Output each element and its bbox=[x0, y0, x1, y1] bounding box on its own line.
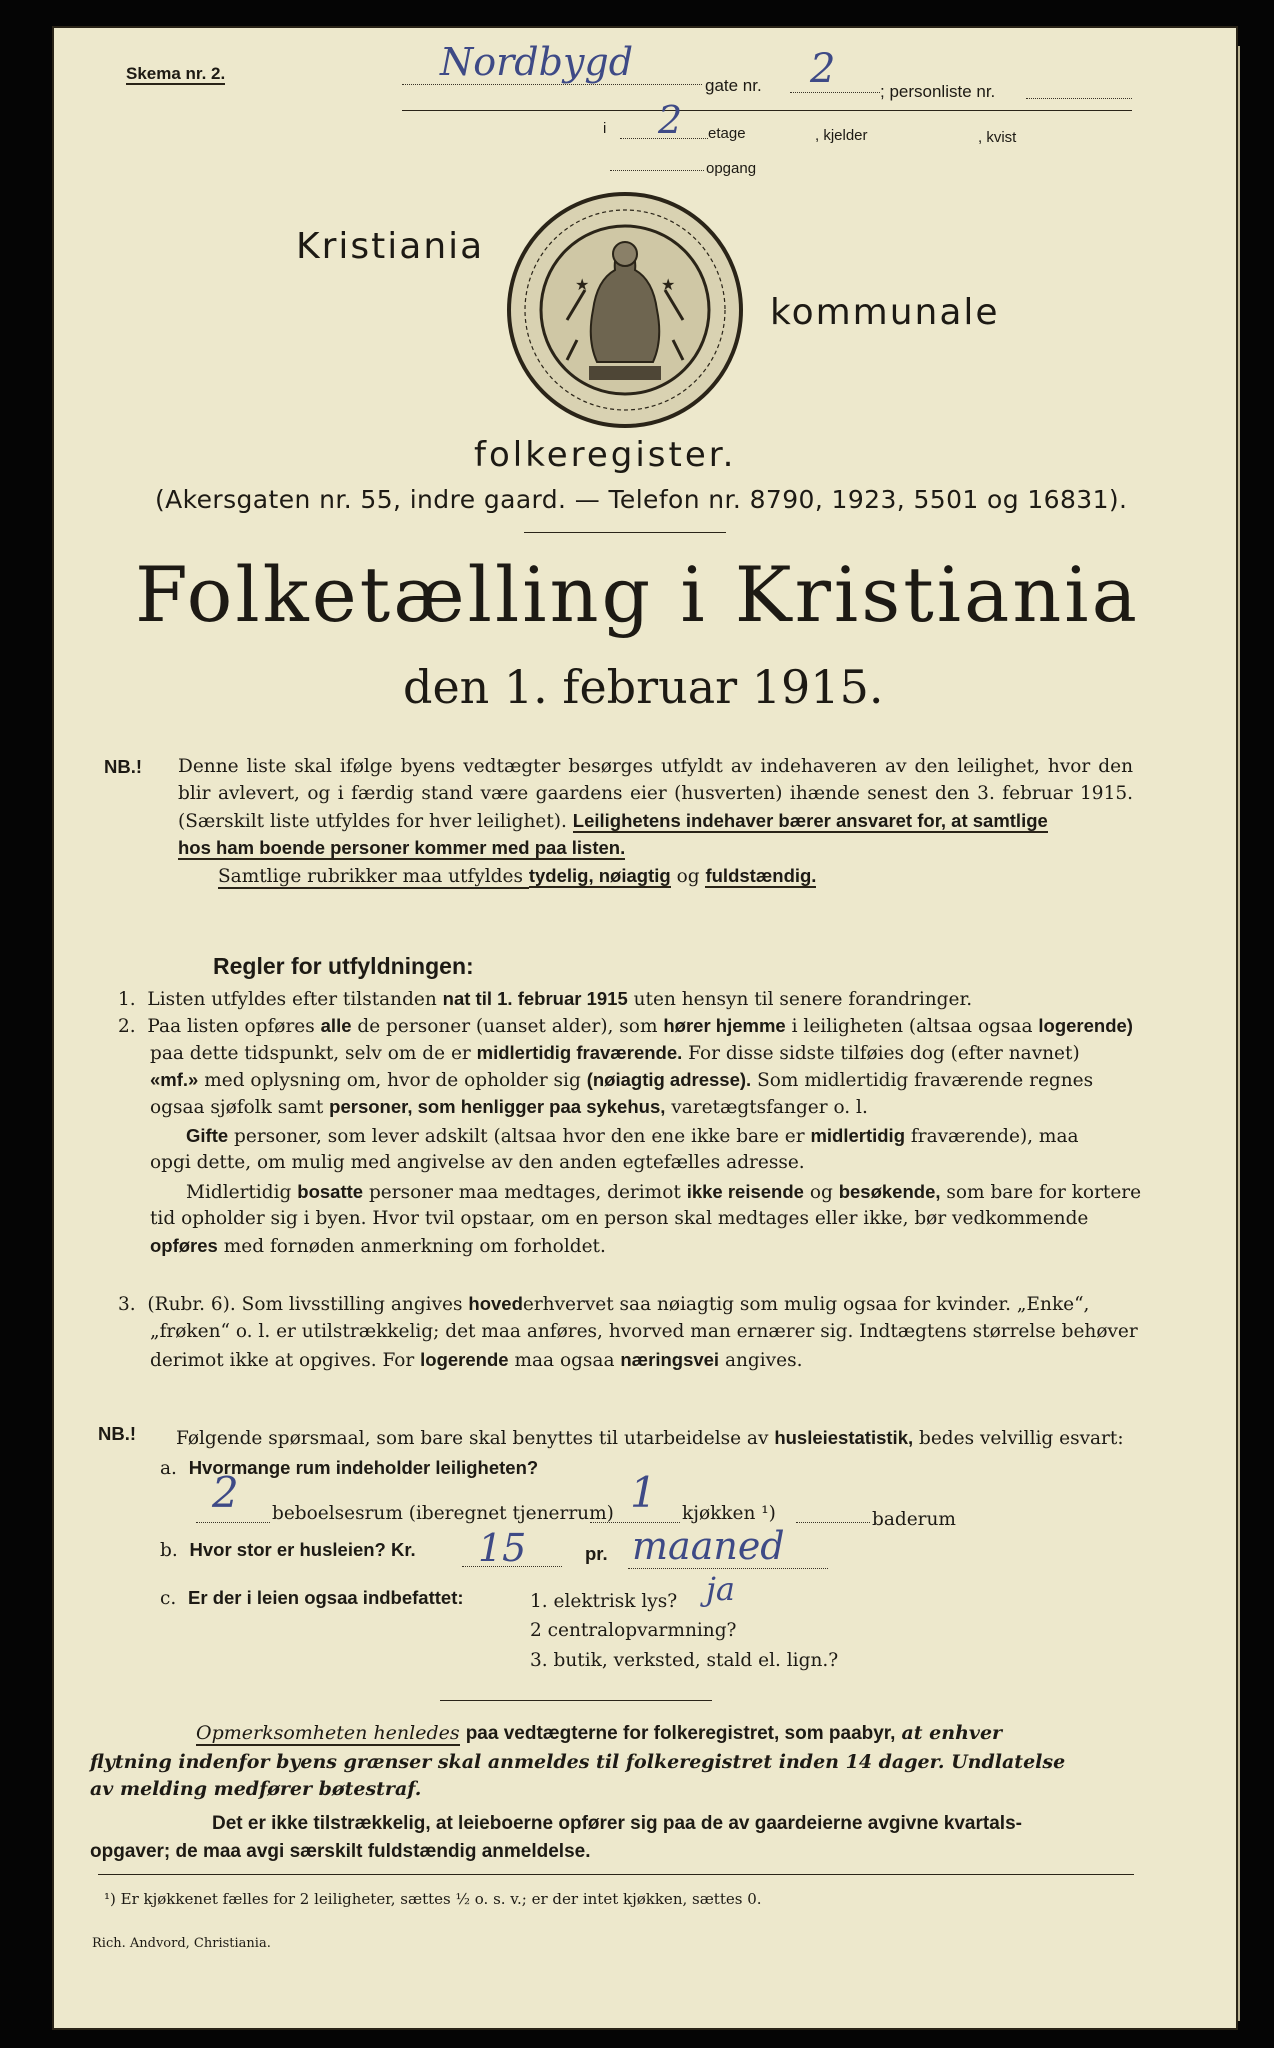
folkeregister-heading: folkeregister. bbox=[474, 435, 737, 475]
gate-number-handwritten: 2 bbox=[810, 46, 836, 92]
option-electric-light: 1. elektrisk lys? bbox=[530, 1591, 678, 1612]
floor-prefix: i bbox=[603, 120, 607, 137]
street-field-line bbox=[402, 84, 702, 85]
rule-2-line1: 2. Paa listen opføres alle de personer (uanset alder), som hører hjemme i leiligheten (altsaa ogsaa logerende) bbox=[118, 1015, 1133, 1037]
census-date: den 1. februar 1915. bbox=[403, 660, 884, 714]
street-name-handwritten: Nordbygd bbox=[440, 40, 634, 84]
kommunale-word: kommunale bbox=[770, 292, 1000, 333]
question-c: c. Er der i leien ogsaa indbefattet: bbox=[160, 1587, 464, 1609]
rule-3-line1: 3. (Rubr. 6). Som livsstilling angives hovederhvervet saa nøiagtig som mulig ogsaa for kvinder. „Enke“, bbox=[118, 1293, 1090, 1315]
bath-label: baderum bbox=[872, 1509, 956, 1530]
footnote-rule bbox=[98, 1874, 1134, 1875]
rule-2-line2: paa dette tidspunkt, selv om de er midlertidig fraværende. For disse sidste tilføies dog (efter navnet) bbox=[150, 1042, 1080, 1064]
option-central-heating: 2 centralopvarmning? bbox=[530, 1620, 737, 1641]
floor-field-line bbox=[620, 138, 708, 139]
personliste-label: ; personliste nr. bbox=[880, 82, 996, 101]
printer-credit: Rich. Andvord, Christiania. bbox=[92, 1936, 271, 1951]
rent-handwritten: 15 bbox=[478, 1526, 527, 1570]
rule-2-line3: «mf.» med oplysning om, hvor de opholder sig (nøiagtig adresse). Som midlertidig fraværende regnes bbox=[150, 1069, 1094, 1091]
section-divider bbox=[440, 1700, 712, 1701]
electric-light-answer-handwritten: ja bbox=[706, 1570, 735, 1608]
registry-address: (Akersgaten nr. 55, indre gaard. — Telefon nr. 8790, 1923, 5501 og 16831). bbox=[155, 485, 1128, 514]
rooms-label: beboelsesrum (iberegnet tjenerrum) bbox=[272, 1503, 614, 1524]
rule-2-line6: opgi dette, om mulig med angivelse av den anden egtefælles adresse. bbox=[150, 1152, 805, 1173]
nb1-line3: (Særskilt liste utfyldes for hver leilighet). Leilighetens indehaver bærer ansvaret for, at samtlige bbox=[178, 810, 1048, 832]
footnote: ¹) Er kjøkkenet fælles for 2 leiligheter, sættes ½ o. s. v.; er der intet kjøkken, sættes 0. bbox=[104, 1890, 762, 1908]
nb1-line5: Samtlige rubrikker maa utfyldes tydelig, nøiagtig og fuldstændig. bbox=[218, 865, 817, 887]
rule-2-line9: opføres med fornøden anmerkning om forholdet. bbox=[150, 1235, 606, 1257]
opgang-field-line bbox=[610, 170, 704, 171]
nb1-line1: Denne liste skal ifølge byens vedtægter besørges utfyldt av indehaveren av den leilighet, hvor den bbox=[178, 756, 1133, 777]
rule-2-line5: Gifte personer, som lever adskilt (altsaa hvor den ene ikke bare er midlertidig fraværende), maa bbox=[186, 1125, 1079, 1147]
question-b: b. Hvor stor er husleien? Kr. bbox=[160, 1539, 416, 1561]
floor-handwritten: 2 bbox=[658, 98, 683, 142]
form-number: Skema nr. 2. bbox=[126, 64, 226, 83]
kvist-label: , kvist bbox=[978, 129, 1017, 146]
opgang-label: opgang bbox=[706, 160, 757, 177]
nb1-line4: hos ham boende personer kommer med paa listen. bbox=[178, 837, 626, 858]
notice-line4: Det er ikke tilstrækkelig, at leieboerne opfører sig paa de av gaardeierne avgivne kvartals- bbox=[212, 1813, 1022, 1834]
question-a: a. Hvormange rum indeholder leiligheten? bbox=[160, 1457, 539, 1479]
header-rule bbox=[402, 110, 1132, 111]
notice-line2: flytning indenfor byens grænser skal anmeldes til folkeregistret inden 14 dager. Undlatelse bbox=[90, 1751, 1066, 1773]
kristiania-word: Kristiania bbox=[296, 226, 485, 267]
personliste-field-line bbox=[1026, 98, 1132, 99]
kitchen-label: kjøkken ¹) bbox=[682, 1503, 776, 1524]
address-divider bbox=[524, 532, 726, 533]
kristiania-city-seal-icon bbox=[505, 190, 745, 430]
option-shop-workshop: 3. butik, verksted, stald el. lign.? bbox=[530, 1650, 839, 1671]
nb1-line2: blir avlevert, og i færdig stand være gaardens eier (husverten) ihænde senest den 3. februar 1915. bbox=[178, 783, 1133, 804]
notice-line3: av melding medfører bøtestraf. bbox=[90, 1778, 422, 1800]
rule-3-line3: derimot ikke at opgives. For logerende maa ogsaa næringsvei angives. bbox=[150, 1349, 803, 1371]
rooms-field-line bbox=[196, 1522, 270, 1523]
rule-2-line4: ogsaa sjøfolk samt personer, som henligger paa sykehus, varetægtsfanger o. l. bbox=[150, 1096, 868, 1118]
rule-1: 1. Listen utfyldes efter tilstanden nat til 1. februar 1915 uten hensyn til senere forandringer. bbox=[118, 988, 973, 1010]
svg-text:★: ★ bbox=[661, 275, 676, 294]
rooms-handwritten: 2 bbox=[212, 1468, 239, 1517]
nb2-label: NB.! bbox=[98, 1423, 137, 1444]
rent-field-line bbox=[462, 1566, 562, 1567]
rent-period-field-line bbox=[628, 1568, 828, 1569]
rent-per-label: pr. bbox=[585, 1543, 608, 1564]
rule-3-line2: „frøken“ o. l. er utilstrækkelig; det maa anføres, hvorved man ernærer sig. Indtægtens størrelse behøver bbox=[150, 1321, 1138, 1342]
kjelder-label: , kjelder bbox=[815, 127, 868, 144]
rule-2-line8: tid opholder sig i byen. Hvor tvil opstaar, om en person skal medtages eller ikke, bør vedkommende bbox=[150, 1208, 1089, 1229]
nb2-intro: Følgende spørsmaal, som bare skal benyttes til utarbeidelse av husleiestatistik, bedes velvillig esvart: bbox=[176, 1427, 1124, 1449]
svg-text:★: ★ bbox=[575, 275, 590, 294]
notice-line1: Opmerksomheten henledes paa vedtægterne for folkeregistret, som paabyr, at enhver bbox=[196, 1722, 1003, 1744]
rules-heading: Regler for utfyldningen: bbox=[213, 953, 474, 979]
bath-field-line bbox=[796, 1522, 870, 1523]
kitchen-field-line bbox=[590, 1522, 680, 1523]
census-title: Folketælling i Kristiania bbox=[135, 550, 1140, 639]
nb1-label: NB.! bbox=[104, 756, 143, 777]
gate-field-line bbox=[790, 92, 880, 93]
notice-line5: opgaver; de maa avgi særskilt fuldstændig anmeldelse. bbox=[90, 1841, 591, 1862]
rule-2-line7: Midlertidig bosatte personer maa medtages, derimot ikke reisende og besøkende, som bare for kortere bbox=[186, 1181, 1142, 1203]
kitchen-handwritten: 1 bbox=[630, 1468, 657, 1517]
gate-label: gate nr. bbox=[705, 76, 762, 95]
etage-label: etage bbox=[708, 125, 746, 142]
rent-period-handwritten: maaned bbox=[632, 1524, 785, 1568]
